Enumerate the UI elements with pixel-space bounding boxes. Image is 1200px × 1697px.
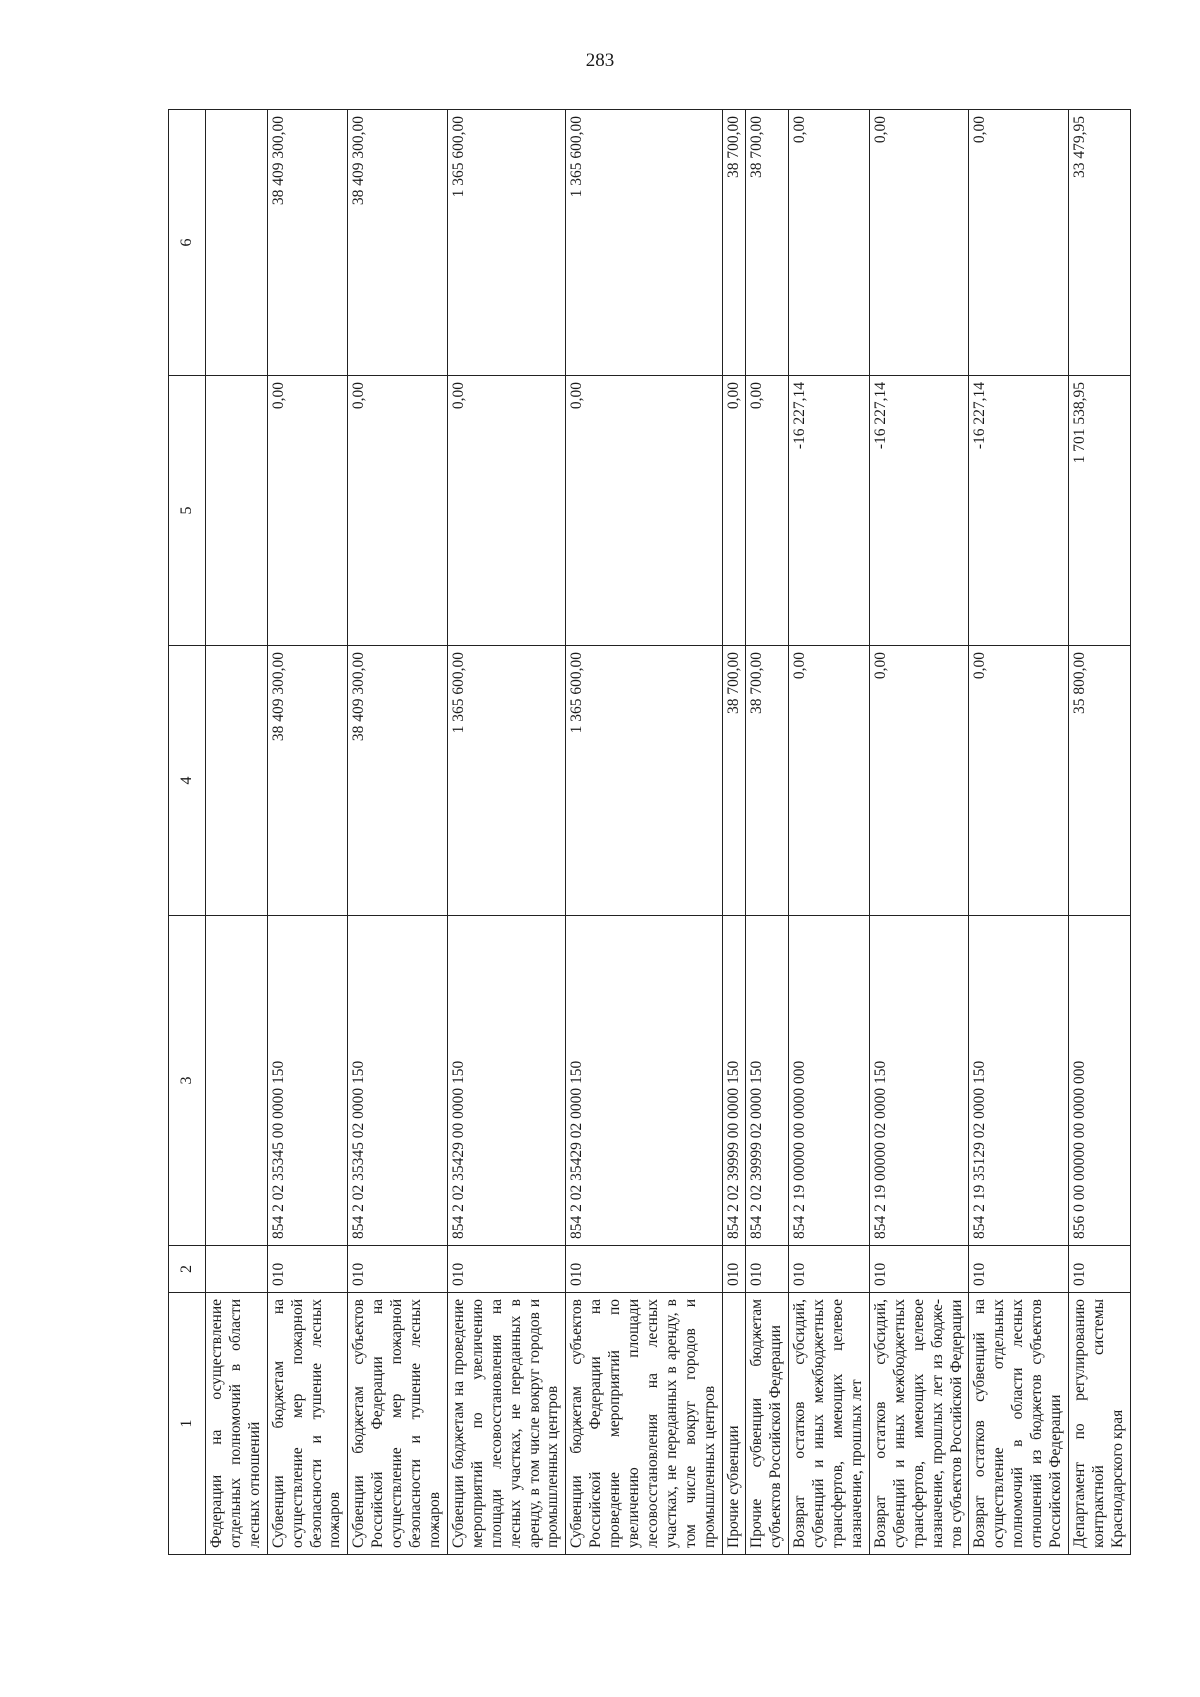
row-col4-value: 0,00 xyxy=(969,646,1069,916)
row-kbk-cell: 854 2 02 35429 02 0000 150 xyxy=(566,916,722,1246)
row-kbk-cell: 854 2 02 39999 00 0000 150 xyxy=(722,916,746,1246)
rotated-table-container xyxy=(168,110,1126,1555)
row-name-cell: Возврат остатков субсидий, субвенций и иных межбюджетных трансфертов, имеющих целевое назначение, прошлых лет xyxy=(789,1293,870,1555)
row-kbk-cell: 854 2 02 35345 02 0000 150 xyxy=(348,916,448,1246)
row-code-cell: 010 xyxy=(869,1246,969,1293)
header-cell-6: 6 xyxy=(169,110,206,376)
header-cell-1: 1 xyxy=(169,1293,206,1555)
header-cell-5: 5 xyxy=(169,376,206,646)
row-kbk-cell: 854 2 02 39999 02 0000 150 xyxy=(746,916,789,1246)
table-row xyxy=(789,110,870,1555)
row-code-cell: 010 xyxy=(722,1246,746,1293)
row-col4-value: 38 409 300,00 xyxy=(267,646,348,916)
table-row xyxy=(969,110,1069,1555)
table-row xyxy=(1068,110,1130,1555)
row-code-cell: 010 xyxy=(789,1246,870,1293)
page-number: 283 xyxy=(585,50,615,71)
row-col4-value: 35 800,00 xyxy=(1068,646,1130,916)
row-col4-value: 1 365 600,00 xyxy=(447,646,565,916)
row-col6-value: 38 700,00 xyxy=(746,110,789,376)
table-row xyxy=(267,110,348,1555)
row-col6-value: 33 479,95 xyxy=(1068,110,1130,376)
row-kbk-cell xyxy=(206,916,268,1246)
table-row xyxy=(869,110,969,1555)
table-row xyxy=(447,110,565,1555)
row-col6-value: 1 365 600,00 xyxy=(447,110,565,376)
row-col5-value: 0,00 xyxy=(722,376,746,646)
row-name-cell: Департамент по регулированию контрактной системы Краснодарского края xyxy=(1068,1293,1130,1555)
row-kbk-cell: 854 2 19 35129 02 0000 150 xyxy=(969,916,1069,1246)
row-col4-value xyxy=(206,646,268,916)
row-code-cell: 010 xyxy=(746,1246,789,1293)
table-row xyxy=(206,110,268,1555)
row-col4-value: 38 700,00 xyxy=(722,646,746,916)
row-kbk-cell: 854 2 19 00000 02 0000 150 xyxy=(869,916,969,1246)
row-code-cell: 010 xyxy=(267,1246,348,1293)
row-name-cell: Возврат остатков субвенций на осуществление отдельных полномочий в области лесных отношений из бюджетов субъектов Российской Федерации xyxy=(969,1293,1069,1555)
row-col5-value: 0,00 xyxy=(348,376,448,646)
row-col5-value: 1 701 538,95 xyxy=(1068,376,1130,646)
row-name-cell: Субвенции бюджетам субъектов Российской Федерации на осуществление мер пожарной безопасности и тушение лесных пожаров xyxy=(348,1293,448,1555)
row-col5-value: -16 227,14 xyxy=(869,376,969,646)
row-col5-value: 0,00 xyxy=(447,376,565,646)
row-col5-value: 0,00 xyxy=(267,376,348,646)
row-col6-value: 0,00 xyxy=(789,110,870,376)
row-name-cell: Субвенции бюджетам субъектов Российской Федерации на проведение мероприятий по увеличению площади лесовосстановления на лесных участках, не передaнных в аренду, в том числе вокруг городов и промышленных центров xyxy=(566,1293,722,1555)
header-cell-2: 2 xyxy=(169,1246,206,1293)
row-code-cell: 010 xyxy=(348,1246,448,1293)
table-header-row xyxy=(169,110,206,1555)
row-col6-value: 1 365 600,00 xyxy=(566,110,722,376)
table-row xyxy=(722,110,746,1555)
row-code-cell: 010 xyxy=(447,1246,565,1293)
row-col6-value xyxy=(206,110,268,376)
row-col6-value: 0,00 xyxy=(869,110,969,376)
row-col6-value: 38 409 300,00 xyxy=(348,110,448,376)
row-col5-value: -16 227,14 xyxy=(969,376,1069,646)
row-name-cell: Федерации на осуществление отдельных полномочий в области лесных отношений xyxy=(206,1293,268,1555)
row-kbk-cell: 856 0 00 00000 00 0000 000 xyxy=(1068,916,1130,1246)
row-code-cell: 010 xyxy=(566,1246,722,1293)
row-code-cell xyxy=(206,1246,268,1293)
table-row xyxy=(348,110,448,1555)
budget-table xyxy=(168,109,1131,1555)
row-col5-value: 0,00 xyxy=(566,376,722,646)
row-col5-value: -16 227,14 xyxy=(789,376,870,646)
row-code-cell: 010 xyxy=(1068,1246,1130,1293)
header-cell-3: 3 xyxy=(169,916,206,1246)
row-col4-value: 0,00 xyxy=(869,646,969,916)
row-col6-value: 38 409 300,00 xyxy=(267,110,348,376)
row-code-cell: 010 xyxy=(969,1246,1069,1293)
row-col4-value: 0,00 xyxy=(789,646,870,916)
header-cell-4: 4 xyxy=(169,646,206,916)
row-name-cell: Субвенции бюджетам на осуществление мер пожарной безопасности и тушение лесных пожаров xyxy=(267,1293,348,1555)
row-name-cell: Субвенции бюджетам на проведение мероприятий по увеличению площади лесовосстановления на лесных участках, не переданных в аренду, в том числе вокруг городов и промышленных центров xyxy=(447,1293,565,1555)
row-col6-value: 0,00 xyxy=(969,110,1069,376)
row-col5-value: 0,00 xyxy=(746,376,789,646)
table-row xyxy=(566,110,722,1555)
row-col4-value: 1 365 600,00 xyxy=(566,646,722,916)
row-col4-value: 38 409 300,00 xyxy=(348,646,448,916)
row-col4-value: 38 700,00 xyxy=(746,646,789,916)
row-name-cell: Прочие субвенции xyxy=(722,1293,746,1555)
row-col6-value: 38 700,00 xyxy=(722,110,746,376)
row-kbk-cell: 854 2 02 35345 00 0000 150 xyxy=(267,916,348,1246)
row-kbk-cell: 854 2 02 35429 00 0000 150 xyxy=(447,916,565,1246)
row-name-cell: Прочие субвенции бюджетам субъектов Российской Федерации xyxy=(746,1293,789,1555)
row-kbk-cell: 854 2 19 00000 00 0000 000 xyxy=(789,916,870,1246)
row-col5-value xyxy=(206,376,268,646)
table-row xyxy=(746,110,789,1555)
row-name-cell: Возврат остатков субсидий, субвенций и иных межбюджетных трансфертов, имеющих целевое назначение, прошлых лет из бюджетов субъектов Российской Федерации xyxy=(869,1293,969,1555)
